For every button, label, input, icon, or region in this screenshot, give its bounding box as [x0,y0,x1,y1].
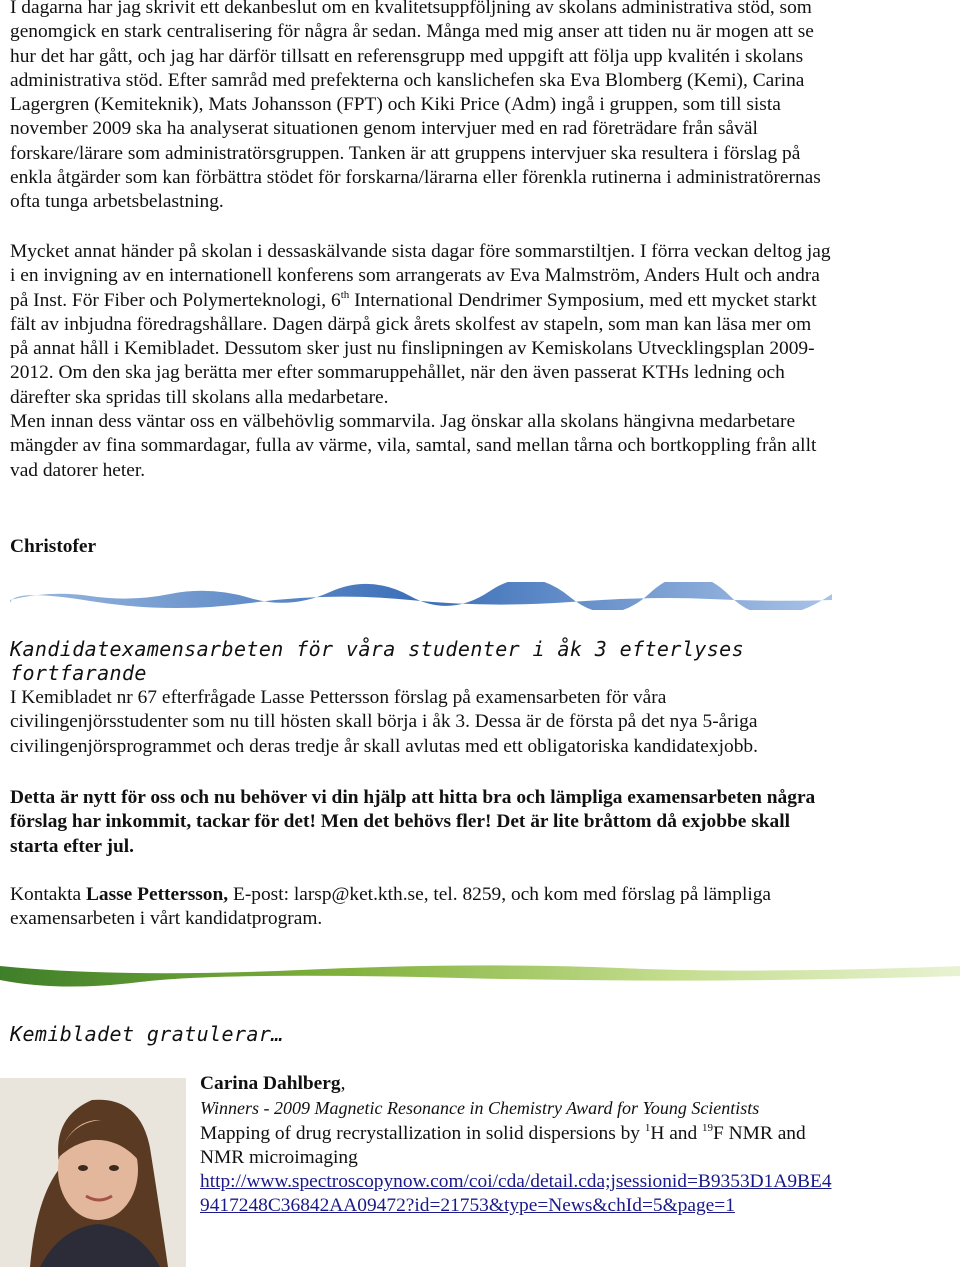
contact-pre: Kontakta [10,884,86,905]
portrait-photo-icon [0,1078,186,1267]
sup-19: 19 [702,1121,714,1134]
winner-name: Carina Dahlberg [200,1073,341,1094]
signature: Christofer [10,536,97,557]
award-desc-b: H and [650,1122,703,1144]
winner-name-comma: , [340,1073,346,1094]
award-desc-c: F NMR and NMR microimaging [200,1122,806,1168]
award-link[interactable]: http://www.spectroscopynow.com/coi/cda/detail.cda;jsessionid=B9353D1A9BE49417248C36842AA09472?id=21753&type=News&chId=5&page=1 [200,1171,832,1217]
green-gradient-divider-icon [0,958,960,988]
section-heading-thesis: Kandidatexamensarbeten för våra studenter i åk 3 efterlyses fortfarande [10,637,745,685]
blue-wave-divider-icon [10,582,832,610]
thesis-call-to-action: Detta är nytt för oss och nu behöver vi din hjälp att hitta bra och lämpliga examensarbeten några förslag har inkommit, tackar för det! Men det behövs fler! Det är lite bråttom då exjobbe skall starta efter jul. [10,787,816,857]
second-paragraph-c: Men innan dess väntar oss en välbehövlig sommarvila. Jag önskar alla skolans hängivna medarbetare mängder av fina sommardagar, fulla av värme, vila, samtal, sand mellan tårna och bortkoppling från allt vad datorer heter. [10,411,817,481]
award-desc-a: Mapping of drug recrystallization in solid dispersions by [200,1122,645,1144]
intro-paragraph: I dagarna har jag skrivit ett dekanbeslut om en kvalitetsuppföljning av skolans administrativa stöd, som genomgick en stark centralisering för några år sedan. Många med mig anser att tiden nu är mogen att se hur det har gått, och jag har därför tillsatt en referensgrupp med uppgift att följa upp kvalitén i skolans administrativa stöd. Efter samråd med prefekterna och kanslichefen ska Eva Blomberg (Kemi), Carina Lagergren (Kemiteknik), Mats Johansson (FPT) och Kiki Price (Adm) ingå i gruppen, som till sista november 2009 ska ha analyserat situationen genom intervjuer med en rad företrädare från såväl forskare/lärare som administratörsgruppen. Tanken är att gruppens intervjuer ska resultera i förslag på enkla åtgärder som kan förbättra stödet för forskarna/lärarna eller förenkla rutinerna i administratörernas ofta tunga arbetsbelastning. [10,0,821,213]
section-heading-congrats: Kemibladet gratulerar… [10,1022,284,1046]
contact-paragraph [10,883,832,932]
second-paragraph-b: International Dendrimer Symposium, med ett mycket starkt fält av inbjudna föredragshållare. Dagen därpå gick årets skolfest av stapeln, som man kan läsa mer om på annat håll i Kemibladet. Dessutom sker just nu finslipningen av Kemiskolans Utvecklingsplan 2009-2012. Om den ska jag berätta mer efter sommaruppehållet, när den även passerat KTHs ledning och därefter ska spridas till skolans alla medarbetare. [10,289,817,408]
award-title: Winners - 2009 Magnetic Resonance in Chemistry Award for Young Scientists [200,1098,760,1119]
contact-post: E-post: larsp@ket.kth.se, tel. 8259, och kom med förslag på lämpliga examensarbeten i vårt kandidatprogram. [10,884,772,930]
award-info [200,1072,835,1219]
sup-1: 1 [644,1121,651,1134]
ordinal-superscript: th [340,288,350,301]
contact-name: Lasse Pettersson, [85,884,229,905]
second-paragraph [10,240,832,483]
second-paragraph-a: Mycket annat händer på skolan i dessaskälvande sista dagar före sommarstiltjen. I förra veckan deltog jag i en invigning av en internationell konferens som arrangerats av Eva Malmström, Anders Hult och andra på Inst. För Fiber och Polymerteknologi, 6 [10,241,831,311]
thesis-paragraph: I Kemibladet nr 67 efterfrågade Lasse Pettersson förslag på examensarbeten för våra civilingenjörsstudenter som nu till hösten skall börja i åk 3. Dessa är de första på det nya 5-åriga civilingenjörsprogrammet och deras tredje år skall avlutas med ett obligatoriska kandidatexjobb. [10,687,758,757]
